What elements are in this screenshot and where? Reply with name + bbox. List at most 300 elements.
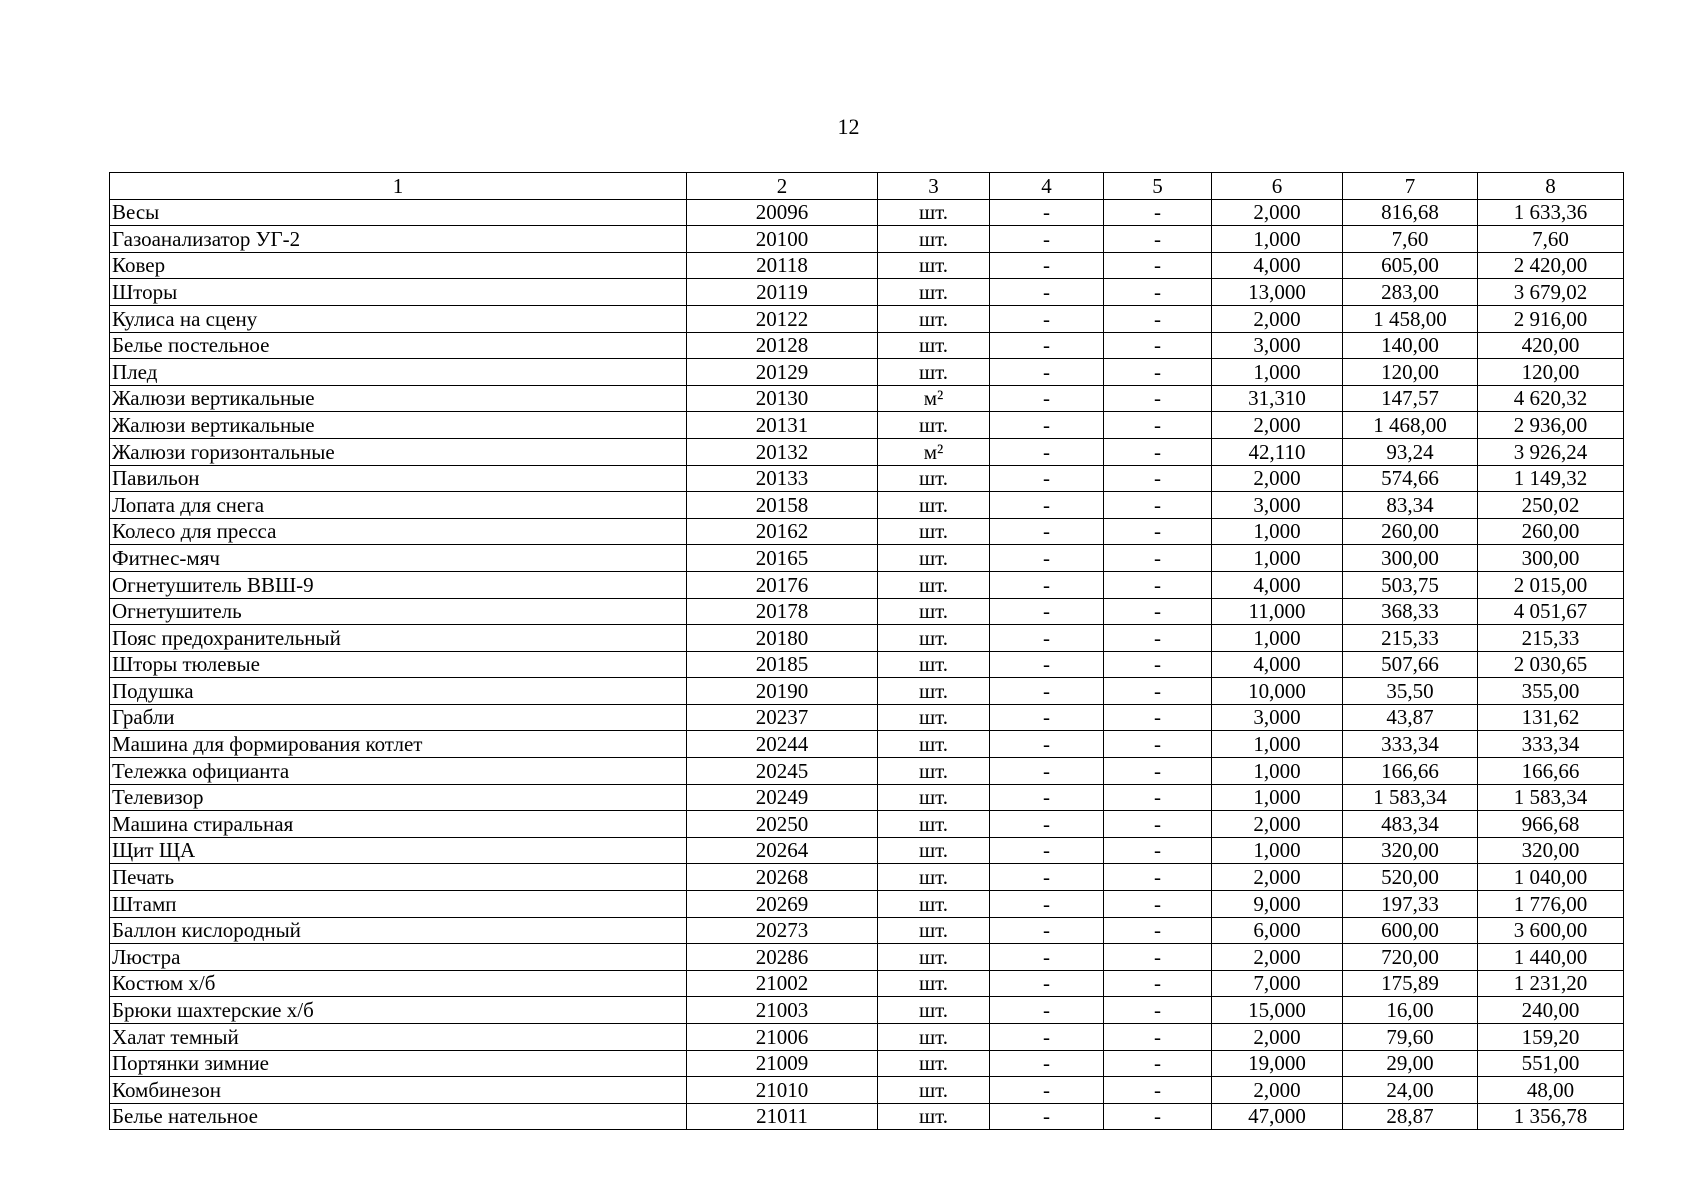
- item-code-cell: 20268: [687, 864, 878, 891]
- amount-cell: 166,66: [1478, 758, 1624, 785]
- item-code-cell: 20100: [687, 226, 878, 253]
- unit-cell: шт.: [878, 226, 990, 253]
- column-number-header: 4: [990, 173, 1104, 200]
- amount-cell: 966,68: [1478, 811, 1624, 838]
- price-cell: 574,66: [1343, 465, 1478, 492]
- col5-cell: -: [1104, 970, 1212, 997]
- price-cell: 507,66: [1343, 651, 1478, 678]
- unit-cell: шт.: [878, 412, 990, 439]
- quantity-cell: 3,000: [1212, 332, 1343, 359]
- col4-cell: -: [990, 279, 1104, 306]
- item-code-cell: 20162: [687, 518, 878, 545]
- quantity-cell: 4,000: [1212, 571, 1343, 598]
- unit-cell: шт.: [878, 678, 990, 705]
- item-code-cell: 20264: [687, 837, 878, 864]
- col4-cell: -: [990, 997, 1104, 1024]
- unit-cell: шт.: [878, 1077, 990, 1104]
- unit-cell: шт.: [878, 518, 990, 545]
- price-cell: 1 458,00: [1343, 305, 1478, 332]
- item-name-cell: Белье нательное: [110, 1103, 687, 1130]
- item-code-cell: 21009: [687, 1050, 878, 1077]
- col5-cell: -: [1104, 1103, 1212, 1130]
- table-row: [110, 545, 1624, 572]
- col4-cell: -: [990, 465, 1104, 492]
- price-cell: 1 583,34: [1343, 784, 1478, 811]
- col5-cell: -: [1104, 1024, 1212, 1051]
- unit-cell: шт.: [878, 252, 990, 279]
- col5-cell: -: [1104, 678, 1212, 705]
- price-cell: 166,66: [1343, 758, 1478, 785]
- item-code-cell: 21006: [687, 1024, 878, 1051]
- item-code-cell: 20249: [687, 784, 878, 811]
- table-row: [110, 1050, 1624, 1077]
- table-row: [110, 438, 1624, 465]
- table-row: [110, 492, 1624, 519]
- column-number-header: 3: [878, 173, 990, 200]
- col4-cell: -: [990, 758, 1104, 785]
- price-cell: 600,00: [1343, 917, 1478, 944]
- col5-cell: -: [1104, 651, 1212, 678]
- col4-cell: -: [990, 359, 1104, 386]
- table-row: [110, 997, 1624, 1024]
- price-cell: 197,33: [1343, 891, 1478, 918]
- amount-cell: 420,00: [1478, 332, 1624, 359]
- table-row: [110, 1024, 1624, 1051]
- price-cell: 147,57: [1343, 385, 1478, 412]
- col4-cell: -: [990, 1077, 1104, 1104]
- price-cell: 83,34: [1343, 492, 1478, 519]
- item-code-cell: 20096: [687, 199, 878, 226]
- item-code-cell: 20190: [687, 678, 878, 705]
- table-row: [110, 412, 1624, 439]
- item-code-cell: 20237: [687, 704, 878, 731]
- item-code-cell: 20245: [687, 758, 878, 785]
- item-code-cell: 20158: [687, 492, 878, 519]
- quantity-cell: 4,000: [1212, 651, 1343, 678]
- item-name-cell: Грабли: [110, 704, 687, 731]
- table-row: [110, 571, 1624, 598]
- price-cell: 175,89: [1343, 970, 1478, 997]
- item-code-cell: 20180: [687, 625, 878, 652]
- price-cell: 140,00: [1343, 332, 1478, 359]
- amount-cell: 4 620,32: [1478, 385, 1624, 412]
- unit-cell: шт.: [878, 332, 990, 359]
- quantity-cell: 9,000: [1212, 891, 1343, 918]
- unit-cell: шт.: [878, 917, 990, 944]
- price-cell: 260,00: [1343, 518, 1478, 545]
- price-cell: 816,68: [1343, 199, 1478, 226]
- col5-cell: -: [1104, 279, 1212, 306]
- col4-cell: -: [990, 837, 1104, 864]
- price-cell: 29,00: [1343, 1050, 1478, 1077]
- quantity-cell: 11,000: [1212, 598, 1343, 625]
- table-row: [110, 598, 1624, 625]
- amount-cell: 320,00: [1478, 837, 1624, 864]
- unit-cell: шт.: [878, 837, 990, 864]
- quantity-cell: 1,000: [1212, 359, 1343, 386]
- quantity-cell: 2,000: [1212, 465, 1343, 492]
- col4-cell: -: [990, 252, 1104, 279]
- unit-cell: шт.: [878, 891, 990, 918]
- quantity-cell: 2,000: [1212, 1077, 1343, 1104]
- item-name-cell: Пояс предохранительный: [110, 625, 687, 652]
- quantity-cell: 1,000: [1212, 731, 1343, 758]
- col5-cell: -: [1104, 545, 1212, 572]
- item-name-cell: Жалюзи вертикальные: [110, 412, 687, 439]
- price-cell: 1 468,00: [1343, 412, 1478, 439]
- col4-cell: -: [990, 1024, 1104, 1051]
- col4-cell: -: [990, 571, 1104, 598]
- table-row: [110, 359, 1624, 386]
- price-cell: 93,24: [1343, 438, 1478, 465]
- quantity-cell: 19,000: [1212, 1050, 1343, 1077]
- col5-cell: -: [1104, 412, 1212, 439]
- item-code-cell: 20286: [687, 944, 878, 971]
- item-code-cell: 20165: [687, 545, 878, 572]
- price-cell: 28,87: [1343, 1103, 1478, 1130]
- col4-cell: -: [990, 199, 1104, 226]
- price-cell: 483,34: [1343, 811, 1478, 838]
- item-code-cell: 20250: [687, 811, 878, 838]
- amount-cell: 240,00: [1478, 997, 1624, 1024]
- amount-cell: 333,34: [1478, 731, 1624, 758]
- price-cell: 333,34: [1343, 731, 1478, 758]
- quantity-cell: 3,000: [1212, 704, 1343, 731]
- table-row: [110, 704, 1624, 731]
- amount-cell: 1 356,78: [1478, 1103, 1624, 1130]
- col5-cell: -: [1104, 704, 1212, 731]
- unit-cell: шт.: [878, 651, 990, 678]
- table-row: [110, 625, 1624, 652]
- unit-cell: шт.: [878, 784, 990, 811]
- col4-cell: -: [990, 651, 1104, 678]
- item-code-cell: 20244: [687, 731, 878, 758]
- col4-cell: -: [990, 731, 1104, 758]
- unit-cell: шт.: [878, 571, 990, 598]
- col4-cell: -: [990, 917, 1104, 944]
- table-row: [110, 385, 1624, 412]
- unit-cell: шт.: [878, 864, 990, 891]
- item-name-cell: Жалюзи вертикальные: [110, 385, 687, 412]
- price-cell: 79,60: [1343, 1024, 1478, 1051]
- col5-cell: -: [1104, 226, 1212, 253]
- table-row: [110, 784, 1624, 811]
- quantity-cell: 1,000: [1212, 758, 1343, 785]
- col5-cell: -: [1104, 944, 1212, 971]
- item-name-cell: Комбинезон: [110, 1077, 687, 1104]
- amount-cell: 551,00: [1478, 1050, 1624, 1077]
- quantity-cell: 47,000: [1212, 1103, 1343, 1130]
- col4-cell: -: [990, 305, 1104, 332]
- amount-cell: 1 583,34: [1478, 784, 1624, 811]
- amount-cell: 1 231,20: [1478, 970, 1624, 997]
- quantity-cell: 2,000: [1212, 864, 1343, 891]
- amount-cell: 120,00: [1478, 359, 1624, 386]
- col5-cell: -: [1104, 518, 1212, 545]
- table-row: [110, 1077, 1624, 1104]
- col4-cell: -: [990, 492, 1104, 519]
- unit-cell: м²: [878, 385, 990, 412]
- table-row: [110, 864, 1624, 891]
- item-name-cell: Шторы: [110, 279, 687, 306]
- quantity-cell: 2,000: [1212, 199, 1343, 226]
- table-row: [110, 199, 1624, 226]
- col5-cell: -: [1104, 784, 1212, 811]
- col5-cell: -: [1104, 332, 1212, 359]
- quantity-cell: 1,000: [1212, 518, 1343, 545]
- item-code-cell: 20119: [687, 279, 878, 306]
- col5-cell: -: [1104, 1050, 1212, 1077]
- table-row: [110, 837, 1624, 864]
- item-code-cell: 20122: [687, 305, 878, 332]
- item-code-cell: 20129: [687, 359, 878, 386]
- price-cell: 503,75: [1343, 571, 1478, 598]
- inventory-table: [109, 172, 1624, 1130]
- item-name-cell: Белье постельное: [110, 332, 687, 359]
- amount-cell: 159,20: [1478, 1024, 1624, 1051]
- item-name-cell: Тележка официанта: [110, 758, 687, 785]
- amount-cell: 4 051,67: [1478, 598, 1624, 625]
- col5-cell: -: [1104, 598, 1212, 625]
- col5-cell: -: [1104, 837, 1212, 864]
- quantity-cell: 1,000: [1212, 837, 1343, 864]
- item-name-cell: Штамп: [110, 891, 687, 918]
- item-code-cell: 20133: [687, 465, 878, 492]
- col4-cell: -: [990, 891, 1104, 918]
- table-row: [110, 305, 1624, 332]
- unit-cell: шт.: [878, 625, 990, 652]
- amount-cell: 2 420,00: [1478, 252, 1624, 279]
- price-cell: 35,50: [1343, 678, 1478, 705]
- col5-cell: -: [1104, 891, 1212, 918]
- table-body: [110, 173, 1624, 1130]
- table-row: [110, 891, 1624, 918]
- col5-cell: -: [1104, 465, 1212, 492]
- table-row: [110, 811, 1624, 838]
- item-name-cell: Баллон кислородный: [110, 917, 687, 944]
- amount-cell: 260,00: [1478, 518, 1624, 545]
- item-code-cell: 20131: [687, 412, 878, 439]
- item-code-cell: 21003: [687, 997, 878, 1024]
- quantity-cell: 7,000: [1212, 970, 1343, 997]
- col4-cell: -: [990, 412, 1104, 439]
- table-row: [110, 465, 1624, 492]
- unit-cell: м²: [878, 438, 990, 465]
- item-code-cell: 20176: [687, 571, 878, 598]
- item-name-cell: Шторы тюлевые: [110, 651, 687, 678]
- item-code-cell: 21010: [687, 1077, 878, 1104]
- item-code-cell: 20273: [687, 917, 878, 944]
- amount-cell: 3 679,02: [1478, 279, 1624, 306]
- unit-cell: шт.: [878, 598, 990, 625]
- quantity-cell: 42,110: [1212, 438, 1343, 465]
- table-row: [110, 252, 1624, 279]
- column-number-header: 8: [1478, 173, 1624, 200]
- item-name-cell: Павильон: [110, 465, 687, 492]
- table-row: [110, 518, 1624, 545]
- item-name-cell: Огнетушитель: [110, 598, 687, 625]
- column-number-row: [110, 173, 1624, 200]
- item-name-cell: Плед: [110, 359, 687, 386]
- unit-cell: шт.: [878, 758, 990, 785]
- col4-cell: -: [990, 598, 1104, 625]
- price-cell: 283,00: [1343, 279, 1478, 306]
- price-cell: 7,60: [1343, 226, 1478, 253]
- quantity-cell: 6,000: [1212, 917, 1343, 944]
- col5-cell: -: [1104, 731, 1212, 758]
- quantity-cell: 4,000: [1212, 252, 1343, 279]
- item-name-cell: Жалюзи горизонтальные: [110, 438, 687, 465]
- table-row: [110, 226, 1624, 253]
- col5-cell: -: [1104, 811, 1212, 838]
- table-row: [110, 332, 1624, 359]
- unit-cell: шт.: [878, 944, 990, 971]
- item-name-cell: Телевизор: [110, 784, 687, 811]
- quantity-cell: 2,000: [1212, 811, 1343, 838]
- quantity-cell: 13,000: [1212, 279, 1343, 306]
- col4-cell: -: [990, 385, 1104, 412]
- item-code-cell: 20130: [687, 385, 878, 412]
- item-name-cell: Лопата для снега: [110, 492, 687, 519]
- amount-cell: 7,60: [1478, 226, 1624, 253]
- quantity-cell: 15,000: [1212, 997, 1343, 1024]
- item-name-cell: Колесо для пресса: [110, 518, 687, 545]
- price-cell: 120,00: [1343, 359, 1478, 386]
- unit-cell: шт.: [878, 997, 990, 1024]
- col5-cell: -: [1104, 997, 1212, 1024]
- amount-cell: 2 936,00: [1478, 412, 1624, 439]
- amount-cell: 215,33: [1478, 625, 1624, 652]
- unit-cell: шт.: [878, 970, 990, 997]
- item-code-cell: 20185: [687, 651, 878, 678]
- amount-cell: 2 916,00: [1478, 305, 1624, 332]
- col5-cell: -: [1104, 305, 1212, 332]
- col5-cell: -: [1104, 571, 1212, 598]
- unit-cell: шт.: [878, 359, 990, 386]
- col4-cell: -: [990, 1103, 1104, 1130]
- unit-cell: шт.: [878, 279, 990, 306]
- price-cell: 605,00: [1343, 252, 1478, 279]
- col5-cell: -: [1104, 385, 1212, 412]
- table-row: [110, 651, 1624, 678]
- unit-cell: шт.: [878, 1024, 990, 1051]
- item-name-cell: Весы: [110, 199, 687, 226]
- price-cell: 320,00: [1343, 837, 1478, 864]
- table-row: [110, 944, 1624, 971]
- item-code-cell: 20269: [687, 891, 878, 918]
- col4-cell: -: [990, 438, 1104, 465]
- col4-cell: -: [990, 704, 1104, 731]
- column-number-header: 6: [1212, 173, 1343, 200]
- quantity-cell: 1,000: [1212, 545, 1343, 572]
- col5-cell: -: [1104, 625, 1212, 652]
- item-name-cell: Машина для формирования котлет: [110, 731, 687, 758]
- table-row: [110, 758, 1624, 785]
- col4-cell: -: [990, 1050, 1104, 1077]
- amount-cell: 1 633,36: [1478, 199, 1624, 226]
- quantity-cell: 2,000: [1212, 944, 1343, 971]
- col5-cell: -: [1104, 199, 1212, 226]
- col4-cell: -: [990, 970, 1104, 997]
- amount-cell: 3 600,00: [1478, 917, 1624, 944]
- column-number-header: 1: [110, 173, 687, 200]
- amount-cell: 300,00: [1478, 545, 1624, 572]
- price-cell: 720,00: [1343, 944, 1478, 971]
- unit-cell: шт.: [878, 199, 990, 226]
- column-number-header: 2: [687, 173, 878, 200]
- col4-cell: -: [990, 811, 1104, 838]
- col4-cell: -: [990, 784, 1104, 811]
- unit-cell: шт.: [878, 305, 990, 332]
- col4-cell: -: [990, 678, 1104, 705]
- amount-cell: 1 149,32: [1478, 465, 1624, 492]
- item-name-cell: Брюки шахтерские х/б: [110, 997, 687, 1024]
- item-name-cell: Кулиса на сцену: [110, 305, 687, 332]
- unit-cell: шт.: [878, 704, 990, 731]
- col4-cell: -: [990, 332, 1104, 359]
- amount-cell: 1 040,00: [1478, 864, 1624, 891]
- amount-cell: 3 926,24: [1478, 438, 1624, 465]
- col5-cell: -: [1104, 1077, 1212, 1104]
- quantity-cell: 2,000: [1212, 305, 1343, 332]
- quantity-cell: 31,310: [1212, 385, 1343, 412]
- item-code-cell: 21011: [687, 1103, 878, 1130]
- item-name-cell: Подушка: [110, 678, 687, 705]
- column-number-header: 7: [1343, 173, 1478, 200]
- price-cell: 520,00: [1343, 864, 1478, 891]
- col4-cell: -: [990, 545, 1104, 572]
- item-name-cell: Портянки зимние: [110, 1050, 687, 1077]
- item-code-cell: 20128: [687, 332, 878, 359]
- item-name-cell: Фитнес-мяч: [110, 545, 687, 572]
- item-name-cell: Люстра: [110, 944, 687, 971]
- col5-cell: -: [1104, 864, 1212, 891]
- unit-cell: шт.: [878, 492, 990, 519]
- amount-cell: 48,00: [1478, 1077, 1624, 1104]
- quantity-cell: 3,000: [1212, 492, 1343, 519]
- col4-cell: -: [990, 226, 1104, 253]
- amount-cell: 355,00: [1478, 678, 1624, 705]
- item-code-cell: 20178: [687, 598, 878, 625]
- quantity-cell: 1,000: [1212, 625, 1343, 652]
- unit-cell: шт.: [878, 545, 990, 572]
- quantity-cell: 2,000: [1212, 412, 1343, 439]
- amount-cell: 250,02: [1478, 492, 1624, 519]
- price-cell: 16,00: [1343, 997, 1478, 1024]
- quantity-cell: 1,000: [1212, 784, 1343, 811]
- item-name-cell: Ковер: [110, 252, 687, 279]
- col5-cell: -: [1104, 438, 1212, 465]
- amount-cell: 131,62: [1478, 704, 1624, 731]
- unit-cell: шт.: [878, 731, 990, 758]
- item-code-cell: 21002: [687, 970, 878, 997]
- table-row: [110, 970, 1624, 997]
- amount-cell: 2 030,65: [1478, 651, 1624, 678]
- col5-cell: -: [1104, 492, 1212, 519]
- col4-cell: -: [990, 518, 1104, 545]
- quantity-cell: 1,000: [1212, 226, 1343, 253]
- unit-cell: шт.: [878, 465, 990, 492]
- col4-cell: -: [990, 864, 1104, 891]
- col5-cell: -: [1104, 917, 1212, 944]
- item-name-cell: Огнетушитель ВВШ-9: [110, 571, 687, 598]
- item-name-cell: Газоанализатор УГ-2: [110, 226, 687, 253]
- quantity-cell: 2,000: [1212, 1024, 1343, 1051]
- item-name-cell: Щит ЩА: [110, 837, 687, 864]
- item-code-cell: 20132: [687, 438, 878, 465]
- table-row: [110, 917, 1624, 944]
- price-cell: 300,00: [1343, 545, 1478, 572]
